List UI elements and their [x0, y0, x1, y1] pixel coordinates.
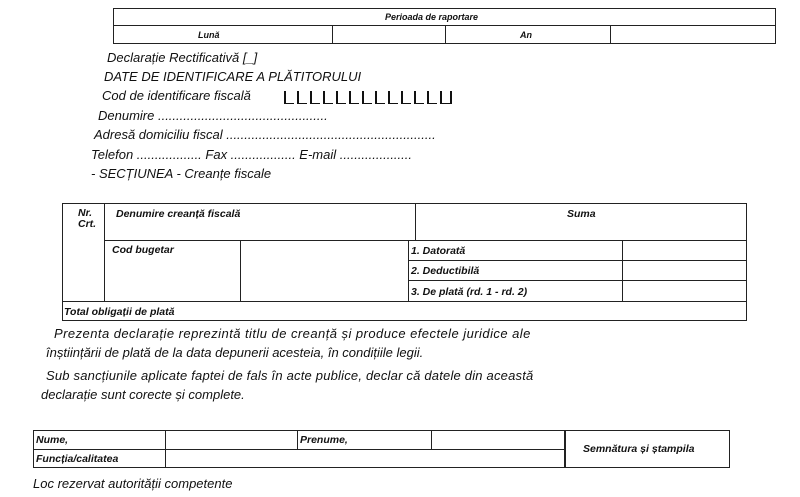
month-divider-2 — [445, 25, 446, 44]
year-label: An — [520, 30, 532, 40]
suma-header: Suma — [567, 208, 596, 220]
signature-row-divider — [33, 449, 565, 450]
nume-label: Nume, — [36, 434, 69, 446]
row-de-plata: 3. De plată (rd. 1 - rd. 2) — [411, 286, 528, 298]
paragraph-1-line-1: Prezenta declarație reprezintă titlu de creanță și produce efectele juridice ale — [54, 326, 531, 341]
col-nr-divider — [104, 203, 105, 301]
paragraph-2-line-2: declarație sunt corecte și complete. — [41, 387, 245, 402]
row-datorata: 1. Datorată — [411, 245, 466, 257]
cod-bugetar-label: Cod bugetar — [112, 244, 174, 256]
nume-value-divider — [165, 430, 166, 468]
total-obligatii-label: Total obligații de plată — [64, 306, 175, 318]
cif-digit-boxes — [284, 89, 455, 107]
row-1-bottom — [408, 260, 747, 261]
row-deductibila: 2. Deductibilă — [411, 265, 480, 277]
month-label: Lună — [198, 30, 220, 40]
loc-rezervat-label: Loc rezervat autorității competente — [33, 476, 233, 491]
prenume-label-divider — [297, 430, 298, 449]
col-denumire-divider — [415, 203, 416, 240]
creante-table — [62, 203, 747, 321]
contact-line: Telefon .................. Fax .................. E-mail .................... — [91, 147, 412, 162]
paragraph-2-line-1: Sub sancțiunile aplicate faptei de fals în acte publice, declar că datele din această — [46, 368, 534, 383]
prenume-label: Prenume, — [300, 434, 348, 446]
denumire-creanta-header: Denumire creanță fiscală — [116, 208, 241, 220]
denumire-line: Denumire ............................................... — [98, 108, 328, 123]
reporting-period-label: Perioada de raportare — [385, 12, 479, 22]
prenume-value-divider — [431, 430, 432, 449]
semnatura-stampila-label: Semnătura și ștampila — [583, 443, 695, 455]
year-divider — [610, 25, 611, 44]
paragraph-1-line-2: înștiințării de plată de la data depunerii acesteia, în condițiile legii. — [46, 345, 424, 360]
section-heading: - SECȚIUNEA - Creanțe fiscale — [91, 166, 272, 181]
col-cod-divider — [240, 240, 241, 301]
rectificativa-line: Declarație Rectificativă [_] — [107, 50, 258, 65]
col-value-divider — [622, 240, 623, 301]
total-row-top — [62, 301, 747, 302]
cif-label: Cod de identificare fiscală — [102, 88, 251, 103]
col-rows-divider — [408, 240, 409, 301]
row-2-bottom — [408, 280, 747, 281]
address-line: Adresă domiciliu fiscal .......................................................... — [94, 127, 436, 142]
identification-section-title: DATE DE IDENTIFICARE A PLĂTITORULUI — [104, 69, 362, 84]
header-row-bottom — [104, 240, 747, 241]
month-divider-1 — [332, 25, 333, 44]
nr-crt-header: Nr. Crt. — [78, 207, 97, 230]
functia-label: Funcția/calitatea — [36, 453, 119, 465]
